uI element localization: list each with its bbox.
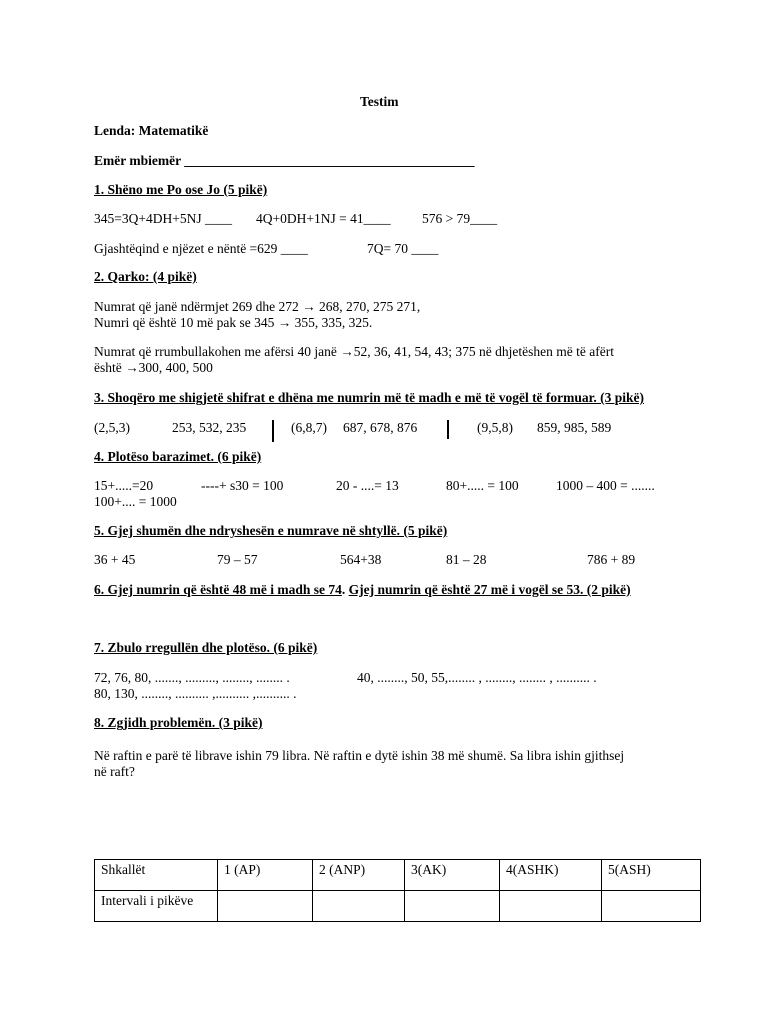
q8-problem-line-1: Në raftin e parë të librave ishin 79 libra. Në raftin e dytë ishin 38 më shumë. Sa libra ishin gjithsej [94, 748, 625, 763]
table-header-cell: 4(ASHK) [500, 860, 602, 891]
q1-item-2: 4Q+0DH+1NJ = 41____ [256, 211, 391, 226]
q5-item-5: 786 + 89 [587, 552, 636, 567]
page-title: Testim [360, 94, 399, 109]
table-row-label: Intervali i pikëve [95, 891, 218, 922]
question-6-heading [94, 582, 631, 598]
q1-item-4: Gjashtëqind e njëzet e nëntë =629 ____ [94, 241, 308, 256]
table-cell-empty[interactable] [218, 891, 313, 922]
q2-statement-2: Numri që është 10 më pak se 345 → 355, 335, 325. [94, 315, 373, 330]
question-7-heading: 7. Zbulo rregullën dhe plotëso. (6 pikë) [94, 640, 318, 655]
question-4-heading: 4. Plotëso barazimet. (6 pikë) [94, 449, 262, 464]
q1-item-5: 7Q= 70 ____ [367, 241, 439, 256]
table-cell-empty[interactable] [602, 891, 701, 922]
q3-digits-1: (2,5,3) [94, 420, 130, 435]
subject-label: Lenda: Matematikë [94, 123, 209, 138]
q3-numbers-1: 253, 532, 235 [172, 420, 247, 435]
table-row [95, 860, 701, 891]
name-line: Emër mbiemër ___________________________________________ [94, 153, 475, 168]
question-2-heading: 2. Qarko: (4 pikë) [94, 269, 197, 284]
table-header-cell: 3(AK) [405, 860, 500, 891]
table-header-cell: Shkallët [95, 860, 218, 891]
q4-equation-5: 1000 – 400 = ....... [556, 478, 655, 493]
table-header-cell: 5(ASH) [602, 860, 701, 891]
q8-problem-line-2: në raft? [94, 764, 135, 779]
q2-statement-4: është →300, 400, 500 [94, 360, 213, 375]
q6-part-b: Gjej numrin që është 27 më i vogël se 53. (2 pikë) [348, 582, 631, 597]
q5-item-2: 79 – 57 [217, 552, 258, 567]
q2-statement-3: Numrat që rrumbullakohen me afërsi 40 janë →52, 36, 41, 54, 43; 375 në dhjetëshen më të afërt [94, 344, 614, 359]
q5-item-1: 36 + 45 [94, 552, 136, 567]
q3-digits-2: (6,8,7) [291, 420, 327, 435]
grading-table [94, 859, 701, 922]
question-5-heading: 5. Gjej shumën dhe ndryshesën e numrave në shtyllë. (5 pikë) [94, 523, 448, 538]
q6-part-a: 6. Gjej numrin që është 48 më i madh se 74 [94, 582, 342, 597]
q5-item-3: 564+38 [340, 552, 382, 567]
q4-equation-3: 20 - ....= 13 [336, 478, 399, 493]
question-1-heading: 1. Shëno me Po ose Jo (5 pikë) [94, 182, 268, 197]
table-header-cell: 2 (ANP) [313, 860, 405, 891]
q5-item-4: 81 – 28 [446, 552, 487, 567]
q7-sequence-3: 80, 130, ........, .......... ,.......... ,.......... . [94, 686, 297, 701]
table-cell-empty[interactable] [500, 891, 602, 922]
table-cell-empty[interactable] [313, 891, 405, 922]
table-cell-empty[interactable] [405, 891, 500, 922]
question-8-heading: 8. Zgjidh problemën. (3 pikë) [94, 715, 263, 730]
q4-equation-1: 15+.....=20 [94, 478, 154, 493]
q3-numbers-3: 859, 985, 589 [537, 420, 612, 435]
table-header-cell: 1 (AP) [218, 860, 313, 891]
q2-statement-1: Numrat që janë ndërmjet 269 dhe 272 → 268, 270, 275 271, [94, 299, 421, 314]
q4-equation-2: ----+ s30 = 100 [201, 478, 284, 493]
q3-digits-3: (9,5,8) [477, 420, 513, 435]
q4-equation-6: 100+.... = 1000 [94, 494, 177, 509]
table-row [95, 891, 701, 922]
q6-separator: . [341, 582, 349, 597]
q7-sequence-1: 72, 76, 80, ......., ........., ........, ........ . [94, 670, 290, 685]
q4-equation-4: 80+..... = 100 [446, 478, 519, 493]
q1-item-1: 345=3Q+4DH+5NJ ____ [94, 211, 232, 226]
q7-sequence-2: 40, ........, 50, 55,........ , ........, ........ , .......... . [357, 670, 597, 685]
question-3-heading: 3. Shoqëro me shigjetë shifrat e dhëna me numrin më të madh e më të vogël të formuar. (3 pikë) [94, 390, 645, 405]
q3-numbers-2: 687, 678, 876 [343, 420, 418, 435]
q3-divider [272, 420, 274, 442]
q3-divider [447, 420, 449, 439]
q1-item-3: 576 > 79____ [422, 211, 498, 226]
